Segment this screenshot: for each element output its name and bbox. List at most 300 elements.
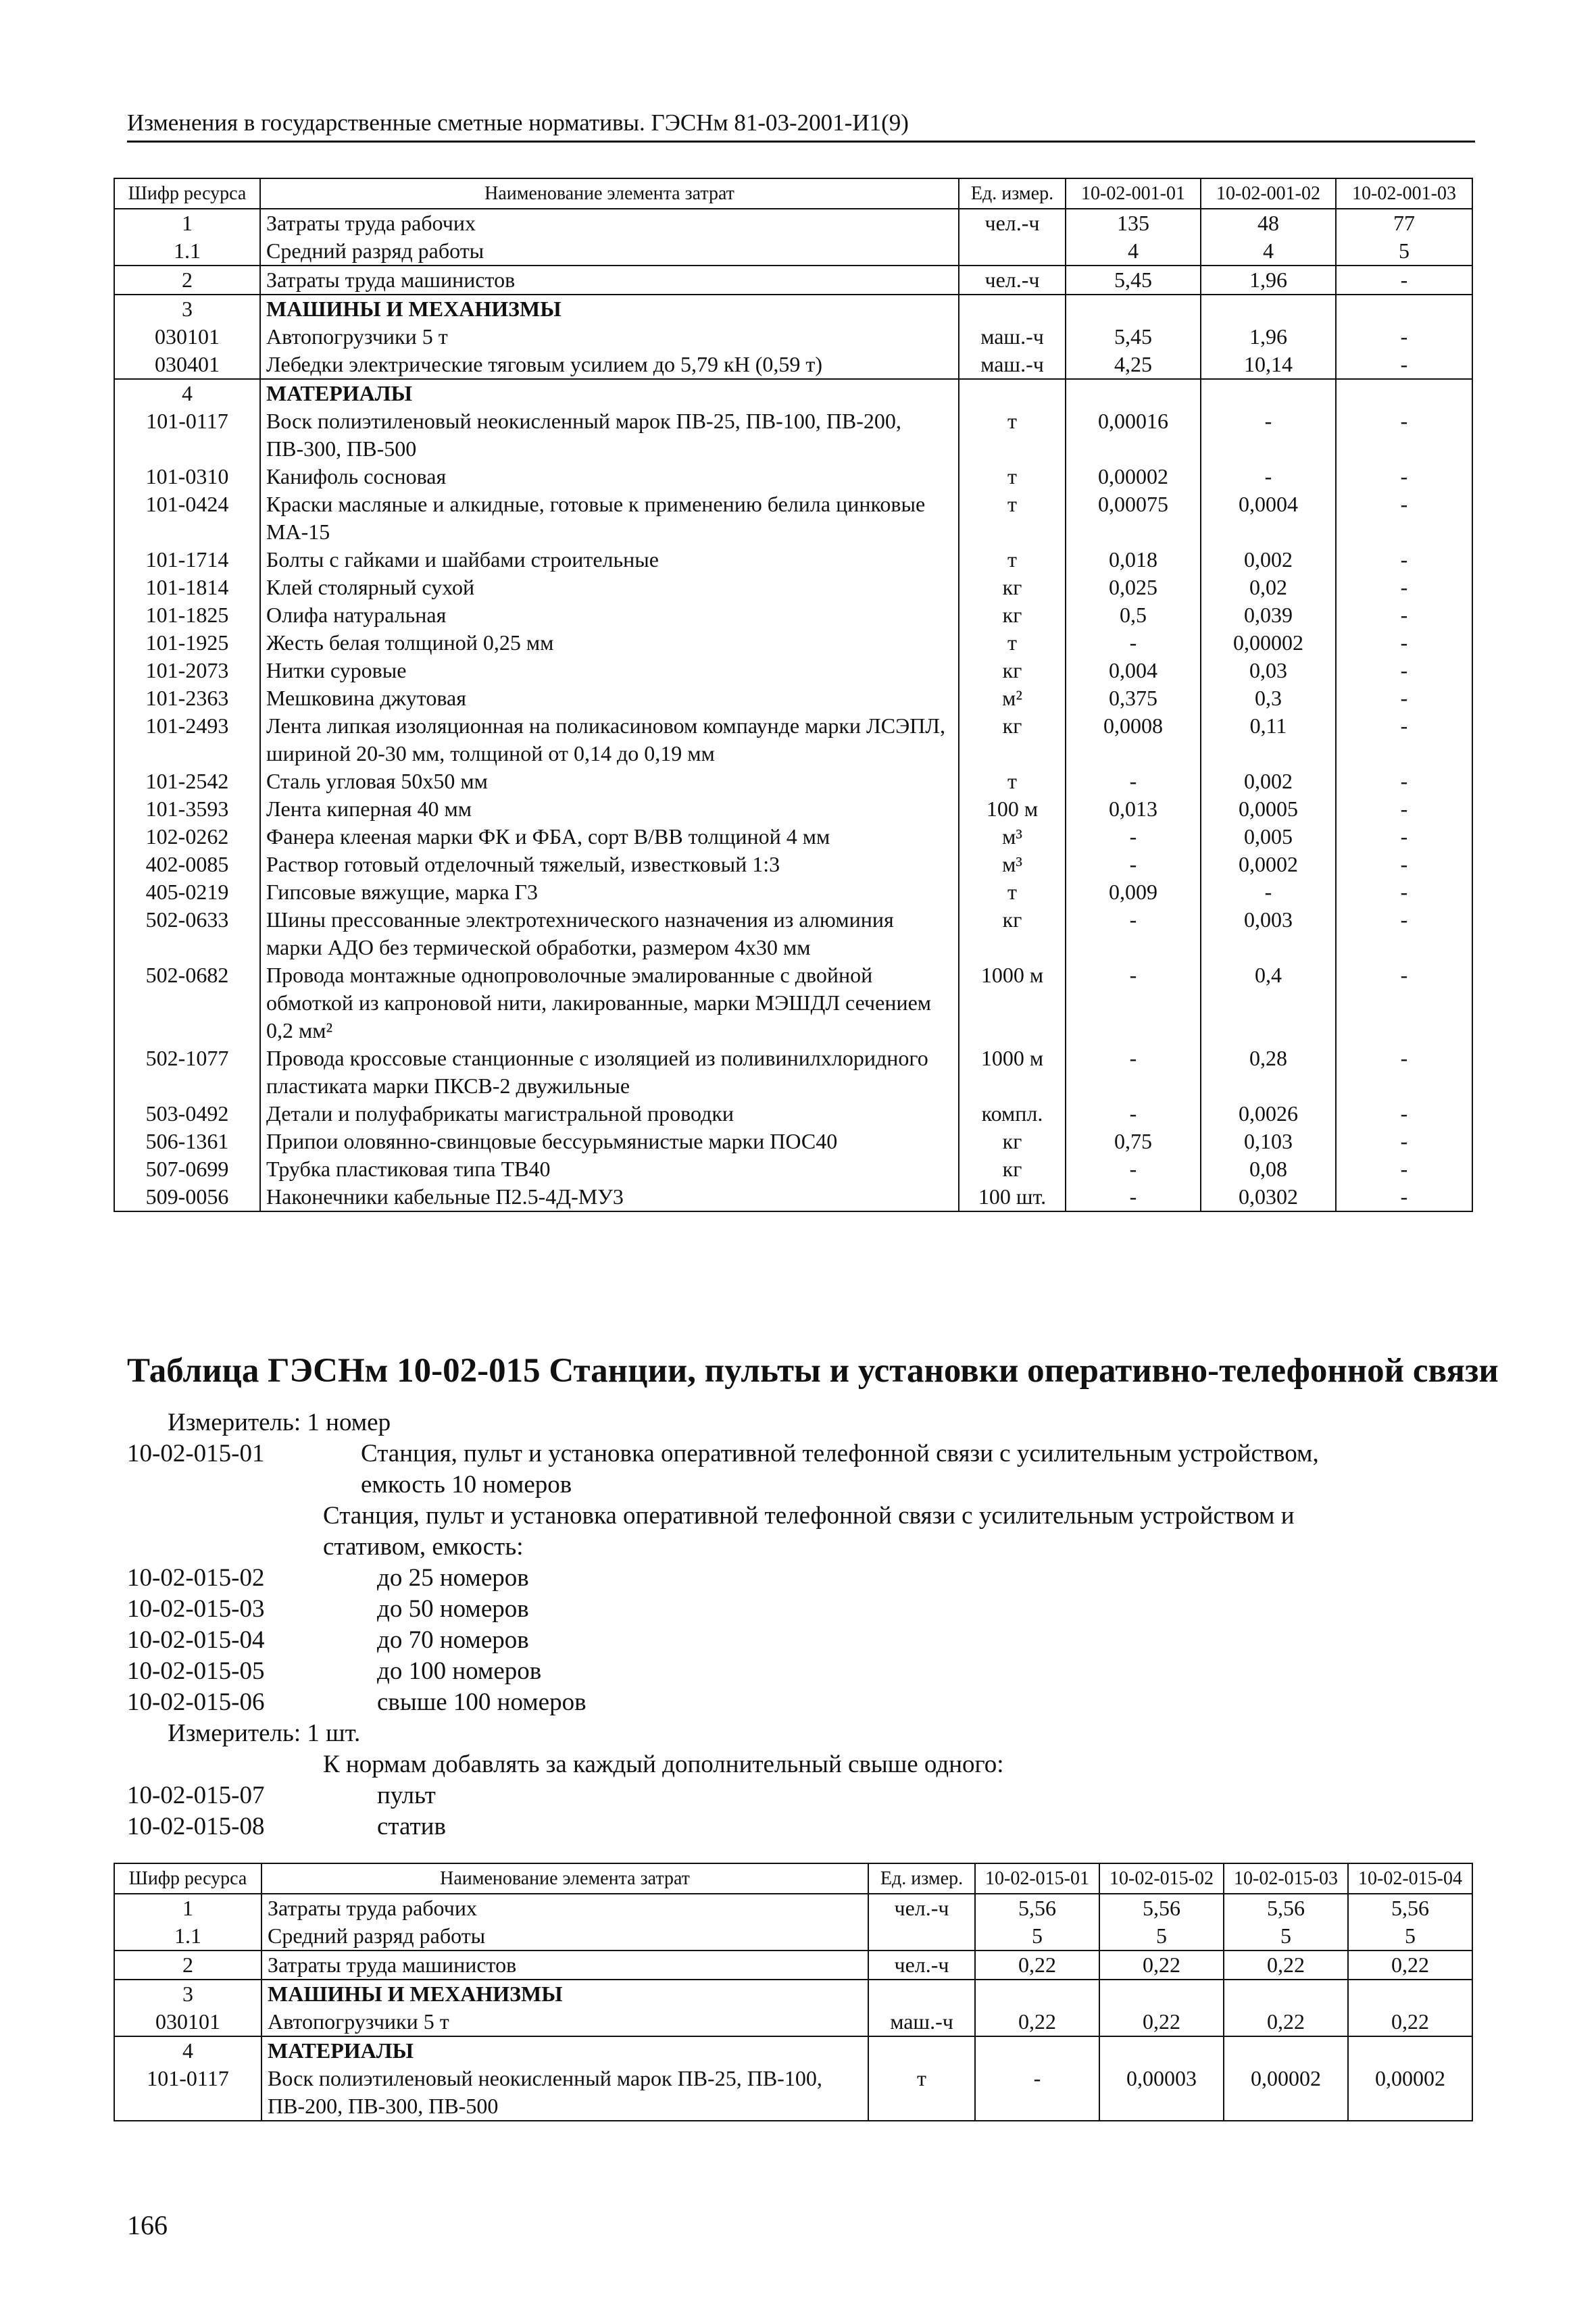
- norm-value: -: [1336, 546, 1472, 574]
- norm-value: 5,56: [1224, 1894, 1348, 1922]
- norm-value: -: [1066, 1183, 1201, 1211]
- norm-value: 0,22: [1224, 1951, 1348, 1980]
- resource-code: 102-0262: [114, 823, 260, 851]
- cost-element-name: Лента киперная 40 мм: [260, 795, 959, 823]
- norm-value: [1099, 1980, 1224, 2008]
- cost-element-name: Гипсовые вяжущие, марка Г3: [260, 878, 959, 906]
- header-col-2: 10-02-001-02: [1201, 178, 1336, 209]
- unit-of-measure: [868, 2036, 975, 2065]
- norm-value: [1099, 2036, 1224, 2065]
- norm-value: 0,22: [1348, 2008, 1472, 2036]
- page-number: 166: [127, 2210, 168, 2240]
- table-row: [114, 601, 1472, 629]
- resource-code: 101-1814: [114, 574, 260, 601]
- table-header-row: [114, 1863, 1472, 1894]
- norm-value: 48: [1201, 209, 1336, 237]
- cost-element-name: Сталь угловая 50х50 мм: [260, 768, 959, 795]
- header-col-4: 10-02-015-04: [1348, 1863, 1472, 1894]
- norm-text: К нормам добавлять за каждый дополнительный свыше одного:: [323, 1751, 1004, 1778]
- table-row: [114, 266, 1472, 295]
- norm-value: 0,00002: [1066, 463, 1201, 491]
- unit-of-measure: [959, 379, 1066, 407]
- unit-of-measure: кг: [959, 712, 1066, 768]
- norm-value: 0,00003: [1099, 2065, 1224, 2121]
- resource-code: 3: [114, 1980, 261, 2008]
- norm-value: 135: [1066, 209, 1201, 237]
- cost-element-name: Детали и полуфабрикаты магистральной проводки: [260, 1100, 959, 1128]
- unit-of-measure: т: [959, 629, 1066, 657]
- table-row: [114, 1183, 1472, 1211]
- norm-value: 0,22: [1099, 2008, 1224, 2036]
- table-row: [114, 712, 1472, 768]
- unit-of-measure: т: [959, 768, 1066, 795]
- unit-of-measure: маш.-ч: [959, 323, 1066, 351]
- cost-element-name: МАШИНЫ И МЕХАНИЗМЫ: [261, 1980, 868, 2008]
- norm-value: -: [1336, 878, 1472, 906]
- header-code: Шифр ресурса: [114, 178, 260, 209]
- table-row: [114, 463, 1472, 491]
- table-header-row: [114, 178, 1472, 209]
- cost-element-name: Шины прессованные электротехнического назначения из алюминия марки АДО без термической обработки, размером 4х30 мм: [260, 906, 959, 961]
- norm-value: -: [1336, 851, 1472, 878]
- norm-value: [1348, 1980, 1472, 2008]
- unit-of-measure: чел.-ч: [959, 209, 1066, 237]
- resource-code: 503-0492: [114, 1100, 260, 1128]
- norm-value: 0,22: [975, 2008, 1099, 2036]
- resource-code: 506-1361: [114, 1128, 260, 1155]
- norm-value: [1066, 295, 1201, 323]
- norm-value: -: [1336, 795, 1472, 823]
- cost-element-name: Нитки суровые: [260, 657, 959, 684]
- cost-element-name: Затраты труда машинистов: [261, 1951, 868, 1980]
- unit-of-measure: кг: [959, 1128, 1066, 1155]
- norm-value: -: [1336, 491, 1472, 546]
- table-row: [114, 906, 1472, 961]
- norm-value: 4: [1066, 237, 1201, 266]
- norm-value: 5,56: [1099, 1894, 1224, 1922]
- unit-of-measure: [959, 237, 1066, 266]
- cost-element-name: Затраты труда машинистов: [260, 266, 959, 295]
- header-col-2: 10-02-015-02: [1099, 1863, 1224, 1894]
- cost-element-name: Олифа натуральная: [260, 601, 959, 629]
- resource-code: 502-1077: [114, 1045, 260, 1100]
- norm-value: 0,103: [1201, 1128, 1336, 1155]
- norm-value: 0,0008: [1066, 712, 1201, 768]
- norm-text: до 100 номеров: [377, 1657, 542, 1685]
- norm-value: 0,0002: [1201, 851, 1336, 878]
- norm-value: -: [1336, 351, 1472, 379]
- cost-element-name: Фанера клееная марки ФК и ФБА, сорт В/ВВ толщиной 4 мм: [260, 823, 959, 851]
- resource-code: 1: [114, 1894, 261, 1922]
- table-row: [114, 295, 1472, 323]
- cost-element-name: Затраты труда рабочих: [261, 1894, 868, 1922]
- norm-value: [1224, 1980, 1348, 2008]
- norm-value: 5,56: [975, 1894, 1099, 1922]
- resource-code: 1.1: [114, 237, 260, 266]
- cost-element-name: Средний разряд работы: [261, 1922, 868, 1951]
- norm-value: 0,11: [1201, 712, 1336, 768]
- norm-value: -: [1066, 1100, 1201, 1128]
- cost-element-name: Лебедки электрические тяговым усилием до 5,79 кН (0,59 т): [260, 351, 959, 379]
- cost-element-name: Средний разряд работы: [260, 237, 959, 266]
- norm-text: до 70 номеров: [377, 1626, 529, 1654]
- table-row: [114, 1980, 1472, 2008]
- norm-value: [975, 2036, 1099, 2065]
- cost-element-name: Канифоль сосновая: [260, 463, 959, 491]
- table-row: [114, 2008, 1472, 2036]
- norm-value: -: [1336, 1155, 1472, 1183]
- norm-value: [1201, 295, 1336, 323]
- cost-element-name: Лента липкая изоляционная на поликасиновом компаунде марки ЛСЭПЛ, шириной 20-30 мм, толщиной от 0,14 до 0,19 мм: [260, 712, 959, 768]
- cost-element-name: МАТЕРИАЛЫ: [260, 379, 959, 407]
- header-col-1: 10-02-015-01: [975, 1863, 1099, 1894]
- resource-code: 030101: [114, 323, 260, 351]
- cost-element-name: Воск полиэтиленовый неокисленный марок ПВ-25, ПВ-100, ПВ-200, ПВ-300, ПВ-500: [261, 2065, 868, 2121]
- unit-of-measure: т: [959, 546, 1066, 574]
- table-row: [114, 823, 1472, 851]
- resource-code: 402-0085: [114, 851, 260, 878]
- norm-value: 5: [1224, 1922, 1348, 1951]
- norm-value: 0,4: [1201, 961, 1336, 1045]
- resource-code: 502-0633: [114, 906, 260, 961]
- norm-value: 0,00002: [1348, 2065, 1472, 2121]
- table-row: [114, 795, 1472, 823]
- norm-value: 0,22: [1224, 2008, 1348, 2036]
- table-row: [114, 379, 1472, 407]
- table-row: [114, 1155, 1472, 1183]
- unit-of-measure: чел.-ч: [959, 266, 1066, 295]
- norm-value: 0,0302: [1201, 1183, 1336, 1211]
- unit-of-measure: 100 м: [959, 795, 1066, 823]
- norm-value: [1336, 295, 1472, 323]
- norm-text: свыше 100 номеров: [377, 1688, 587, 1716]
- table-row: [114, 546, 1472, 574]
- resource-code: 101-2493: [114, 712, 260, 768]
- table-row: [114, 407, 1472, 463]
- unit-of-measure: т: [959, 491, 1066, 546]
- cost-element-name: Краски масляные и алкидные, готовые к применению белила цинковые МА-15: [260, 491, 959, 546]
- section-title: Таблица ГЭСНм 10-02-015 Станции, пульты и установки оперативно-телефонной связи: [127, 1352, 1499, 1390]
- unit-of-measure: [959, 295, 1066, 323]
- unit-of-measure: т: [959, 463, 1066, 491]
- unit-of-measure: чел.-ч: [868, 1951, 975, 1980]
- norm-value: -: [1336, 266, 1472, 295]
- unit-of-measure: чел.-ч: [868, 1894, 975, 1922]
- resource-code: 4: [114, 2036, 261, 2065]
- table-row: [114, 768, 1472, 795]
- unit-of-measure: кг: [959, 906, 1066, 961]
- norm-value: 5,45: [1066, 266, 1201, 295]
- norm-code: 10-02-015-06: [127, 1688, 265, 1716]
- norm-value: 4: [1201, 237, 1336, 266]
- header-col-3: 10-02-001-03: [1336, 178, 1472, 209]
- norm-value: -: [975, 2065, 1099, 2121]
- unit-of-measure: маш.-ч: [868, 2008, 975, 2036]
- unit-of-measure: 1000 м: [959, 961, 1066, 1045]
- norm-value: -: [1201, 463, 1336, 491]
- norm-value: -: [1336, 768, 1472, 795]
- resource-code: 101-0117: [114, 407, 260, 463]
- table-row: [114, 209, 1472, 237]
- unit-of-measure: т: [959, 878, 1066, 906]
- header-col-3: 10-02-015-03: [1224, 1863, 1348, 1894]
- norm-value: 0,08: [1201, 1155, 1336, 1183]
- resource-code: 101-1825: [114, 601, 260, 629]
- table-row: [114, 878, 1472, 906]
- norm-value: 0,5: [1066, 601, 1201, 629]
- norm-value: -: [1066, 823, 1201, 851]
- resource-code: 101-0424: [114, 491, 260, 546]
- resource-code: 101-2363: [114, 684, 260, 712]
- table-row: [114, 2036, 1472, 2065]
- table-row: [114, 629, 1472, 657]
- table-row: [114, 237, 1472, 266]
- norm-value: 0,375: [1066, 684, 1201, 712]
- norm-code: 10-02-015-04: [127, 1626, 265, 1654]
- norm-value: 0,0005: [1201, 795, 1336, 823]
- norm-value: 5,56: [1348, 1894, 1472, 1922]
- norm-value: -: [1336, 684, 1472, 712]
- norm-value: 0,0004: [1201, 491, 1336, 546]
- cost-element-name: Болты с гайками и шайбами строительные: [260, 546, 959, 574]
- norm-text: Станция, пульт и установка оперативной телефонной связи с усилительным устройством и: [323, 1502, 1295, 1530]
- norm-value: -: [1336, 961, 1472, 1045]
- resource-code: 101-0310: [114, 463, 260, 491]
- resource-code: 2: [114, 266, 260, 295]
- table-row: [114, 1922, 1472, 1951]
- norm-value: 0,002: [1201, 546, 1336, 574]
- norm-value: 1,96: [1201, 266, 1336, 295]
- table-row: [114, 323, 1472, 351]
- unit-of-measure: кг: [959, 574, 1066, 601]
- table-row: [114, 851, 1472, 878]
- resource-code: 405-0219: [114, 878, 260, 906]
- table-row: [114, 1128, 1472, 1155]
- cost-element-name: Трубка пластиковая типа ТВ40: [260, 1155, 959, 1183]
- unit-of-measure: т: [959, 407, 1066, 463]
- norm-text: статив: [377, 1813, 446, 1840]
- header-col-1: 10-02-001-01: [1066, 178, 1201, 209]
- table-row: [114, 491, 1472, 546]
- cost-element-name: МАТЕРИАЛЫ: [261, 2036, 868, 2065]
- norm-value: [1336, 379, 1472, 407]
- norm-value: 0,003: [1201, 906, 1336, 961]
- table-row: [114, 657, 1472, 684]
- norm-value: 0,004: [1066, 657, 1201, 684]
- norm-value: [975, 1980, 1099, 2008]
- unit-of-measure: кг: [959, 1155, 1066, 1183]
- norm-value: -: [1066, 1155, 1201, 1183]
- norm-value: 0,005: [1201, 823, 1336, 851]
- norm-value: 1,96: [1201, 323, 1336, 351]
- unit-of-measure: 1000 м: [959, 1045, 1066, 1100]
- norm-value: -: [1336, 823, 1472, 851]
- resource-code: 1: [114, 209, 260, 237]
- norm-value: -: [1336, 629, 1472, 657]
- norm-value: 10,14: [1201, 351, 1336, 379]
- norm-value: 0,013: [1066, 795, 1201, 823]
- norm-value: 0,00002: [1224, 2065, 1348, 2121]
- norm-value: 5: [975, 1922, 1099, 1951]
- table-row: [114, 1894, 1472, 1922]
- norm-value: -: [1336, 323, 1472, 351]
- norm-value: -: [1336, 574, 1472, 601]
- norm-value: -: [1201, 407, 1336, 463]
- cost-element-name: Жесть белая толщиной 0,25 мм: [260, 629, 959, 657]
- norm-value: -: [1336, 463, 1472, 491]
- resource-code: 101-1714: [114, 546, 260, 574]
- norm-value: 0,22: [1348, 1951, 1472, 1980]
- unit-of-measure: кг: [959, 601, 1066, 629]
- resource-code: 030401: [114, 351, 260, 379]
- unit-of-measure: т: [868, 2065, 975, 2121]
- cost-element-name: Наконечники кабельные П2.5-4Д-МУ3: [260, 1183, 959, 1211]
- unit-of-measure: м²: [959, 684, 1066, 712]
- norm-value: 5: [1336, 237, 1472, 266]
- resource-table-10-02-015: [114, 1863, 1473, 2121]
- resource-code: 1.1: [114, 1922, 261, 1951]
- meter-label: Измеритель: 1 номер: [168, 1409, 391, 1436]
- resource-table-10-02-001: [114, 178, 1473, 1212]
- norm-code: 10-02-015-01: [127, 1440, 265, 1467]
- cost-element-name: Воск полиэтиленовый неокисленный марок ПВ-25, ПВ-100, ПВ-200, ПВ-300, ПВ-500: [260, 407, 959, 463]
- norm-value: -: [1336, 1045, 1472, 1100]
- norm-value: 0,3: [1201, 684, 1336, 712]
- table-row: [114, 961, 1472, 1045]
- unit-of-measure: маш.-ч: [959, 351, 1066, 379]
- norm-value: 0,22: [1099, 1951, 1224, 1980]
- norm-value: 0,039: [1201, 601, 1336, 629]
- norm-text: до 25 номеров: [377, 1564, 529, 1592]
- norm-value: -: [1336, 657, 1472, 684]
- cost-element-name: Мешковина джутовая: [260, 684, 959, 712]
- norm-value: -: [1336, 601, 1472, 629]
- table-row: [114, 1951, 1472, 1980]
- norm-text: Станция, пульт и установка оперативной телефонной связи с усилительным устройством,: [361, 1440, 1319, 1467]
- norm-value: 0,009: [1066, 878, 1201, 906]
- resource-code: 502-0682: [114, 961, 260, 1045]
- norm-value: -: [1336, 407, 1472, 463]
- norm-value: [1066, 379, 1201, 407]
- cost-element-name: Автопогрузчики 5 т: [261, 2008, 868, 2036]
- norm-value: 5,45: [1066, 323, 1201, 351]
- resource-code: 101-2073: [114, 657, 260, 684]
- header-code: Шифр ресурса: [114, 1863, 261, 1894]
- unit-of-measure: [868, 1922, 975, 1951]
- cost-element-name: Раствор готовый отделочный тяжелый, известковый 1:3: [260, 851, 959, 878]
- resource-code: 3: [114, 295, 260, 323]
- page-header: Изменения в государственные сметные нормативы. ГЭСНм 81-03-2001-И1(9): [127, 108, 1475, 143]
- norm-value: 0,00002: [1201, 629, 1336, 657]
- norm-text: емкость 10 номеров: [361, 1471, 572, 1499]
- norm-text: до 50 номеров: [377, 1595, 529, 1623]
- norm-value: -: [1201, 878, 1336, 906]
- norm-value: -: [1336, 712, 1472, 768]
- norm-value: -: [1336, 906, 1472, 961]
- table-row: [114, 2065, 1472, 2121]
- unit-of-measure: м³: [959, 851, 1066, 878]
- unit-of-measure: кг: [959, 657, 1066, 684]
- cost-element-name: МАШИНЫ И МЕХАНИЗМЫ: [260, 295, 959, 323]
- table-row: [114, 351, 1472, 379]
- norm-value: 4,25: [1066, 351, 1201, 379]
- norm-code: 10-02-015-03: [127, 1595, 265, 1623]
- resource-code: 101-1925: [114, 629, 260, 657]
- resource-code: 101-3593: [114, 795, 260, 823]
- norm-value: 77: [1336, 209, 1472, 237]
- header-unit: Ед. измер.: [868, 1863, 975, 1894]
- cost-element-name: Клей столярный сухой: [260, 574, 959, 601]
- resource-code: 4: [114, 379, 260, 407]
- norm-code: 10-02-015-02: [127, 1564, 265, 1592]
- norm-value: 0,75: [1066, 1128, 1201, 1155]
- header-name: Наименование элемента затрат: [261, 1863, 868, 1894]
- norm-value: -: [1066, 851, 1201, 878]
- table-row: [114, 1100, 1472, 1128]
- cost-element-name: Затраты труда рабочих: [260, 209, 959, 237]
- norm-value: -: [1066, 768, 1201, 795]
- resource-code: 030101: [114, 2008, 261, 2036]
- resource-code: 509-0056: [114, 1183, 260, 1211]
- norm-value: 0,28: [1201, 1045, 1336, 1100]
- table-row: [114, 684, 1472, 712]
- norm-value: -: [1336, 1100, 1472, 1128]
- norm-value: -: [1066, 961, 1201, 1045]
- resource-code: 507-0699: [114, 1155, 260, 1183]
- norm-value: 0,22: [975, 1951, 1099, 1980]
- cost-element-name: Провода кроссовые станционные с изоляцией из поливинилхлоридного пластиката марки ПКСВ-2 двужильные: [260, 1045, 959, 1100]
- cost-element-name: Провода монтажные однопроволочные эмалированные с двойной обмоткой из капроновой нити, лакированные, марки МЭШДЛ сечением 0,2 мм²: [260, 961, 959, 1045]
- norm-value: -: [1066, 629, 1201, 657]
- cost-element-name: Автопогрузчики 5 т: [260, 323, 959, 351]
- norm-value: 0,03: [1201, 657, 1336, 684]
- norm-value: 0,00016: [1066, 407, 1201, 463]
- norm-value: -: [1066, 1045, 1201, 1100]
- norm-value: -: [1066, 906, 1201, 961]
- resource-code: 101-2542: [114, 768, 260, 795]
- norm-code: 10-02-015-05: [127, 1657, 265, 1685]
- norm-value: [1224, 2036, 1348, 2065]
- norm-value: 5: [1099, 1922, 1224, 1951]
- cost-element-name: Припои оловянно-свинцовые бессурьмянистые марки ПОС40: [260, 1128, 959, 1155]
- meter-label: Измеритель: 1 шт.: [168, 1719, 361, 1747]
- norm-value: [1201, 379, 1336, 407]
- norm-code: 10-02-015-07: [127, 1782, 265, 1809]
- norm-code: 10-02-015-08: [127, 1813, 265, 1840]
- norm-text: стативом, емкость:: [323, 1533, 524, 1561]
- resource-code: 101-0117: [114, 2065, 261, 2121]
- norm-value: 5: [1348, 1922, 1472, 1951]
- unit-of-measure: м³: [959, 823, 1066, 851]
- resource-code: 2: [114, 1951, 261, 1980]
- norm-value: -: [1336, 1128, 1472, 1155]
- header-unit: Ед. измер.: [959, 178, 1066, 209]
- norm-value: 0,002: [1201, 768, 1336, 795]
- header-name: Наименование элемента затрат: [260, 178, 959, 209]
- unit-of-measure: компл.: [959, 1100, 1066, 1128]
- norm-value: [1348, 2036, 1472, 2065]
- norm-text: пульт: [377, 1782, 436, 1809]
- table-row: [114, 1045, 1472, 1100]
- table-row: [114, 574, 1472, 601]
- norm-value: 0,025: [1066, 574, 1201, 601]
- norm-value: -: [1336, 1183, 1472, 1211]
- norm-value: 0,02: [1201, 574, 1336, 601]
- norm-value: 0,00075: [1066, 491, 1201, 546]
- unit-of-measure: [868, 1980, 975, 2008]
- norm-value: 0,018: [1066, 546, 1201, 574]
- unit-of-measure: 100 шт.: [959, 1183, 1066, 1211]
